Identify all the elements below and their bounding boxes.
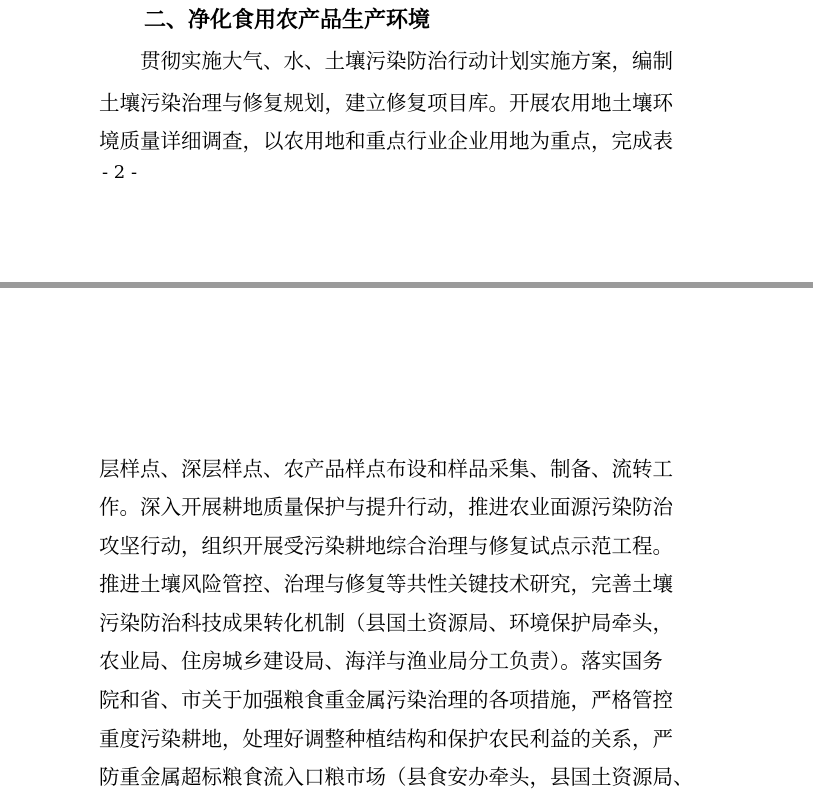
paragraph-line: 院和省、市关于加强粮食重金属污染治理的各项措施，严格管控	[99, 688, 673, 712]
paragraph-line: 推进土壤风险管控、治理与修复等共性关键技术研究，完善土壤	[99, 572, 673, 596]
paragraph-line: 境质量详细调查，以农用地和重点行业企业用地为重点，完成表	[99, 129, 673, 153]
paragraph-line: 土壤污染治理与修复规划，建立修复项目库。开展农用地土壤环	[99, 91, 673, 115]
document-page-bottom	[0, 288, 813, 806]
paragraph-line: 层样点、深层样点、农产品样点布设和样品采集、制备、流转工	[99, 457, 673, 481]
paragraph-line: 作。深入开展耕地质量保护与提升行动，推进农业面源污染防治	[99, 495, 673, 519]
document-page-top	[0, 0, 813, 282]
page-number: - 2 -	[102, 162, 138, 183]
paragraph-line: 攻坚行动，组织开展受污染耕地综合治理与修复试点示范工程。	[99, 534, 673, 558]
paragraph-line: 防重金属超标粮食流入口粮市场（县食安办牵头，县国土资源局、	[99, 765, 694, 789]
paragraph-line: 污染防治科技成果转化机制（县国土资源局、环境保护局牵头，	[99, 611, 673, 635]
paragraph-line: 贯彻实施大气、水、土壤污染防治行动计划实施方案，编制	[99, 49, 673, 73]
paragraph-line: 重度污染耕地，处理好调整种植结构和保护农民利益的关系，严	[99, 727, 673, 751]
paragraph-line: 农业局、住房城乡建设局、海洋与渔业局分工负责）。落实国务	[99, 649, 663, 673]
section-heading: 二、净化食用农产品生产环境	[144, 8, 431, 33]
